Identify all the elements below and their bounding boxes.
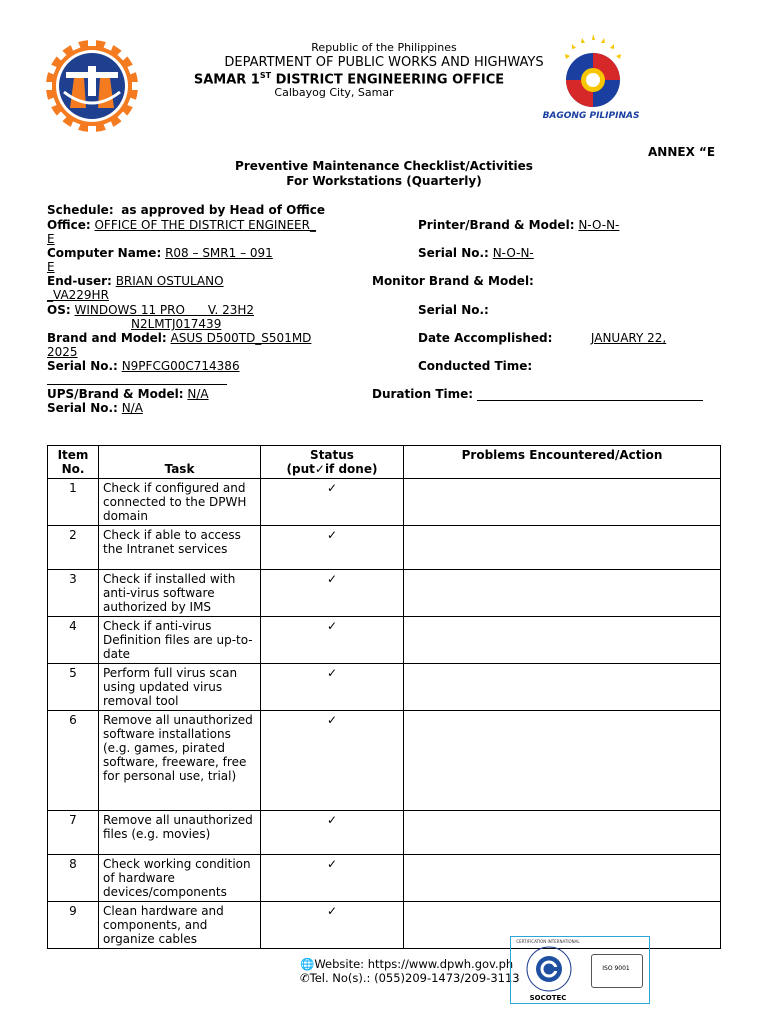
- printer-serial-value: N-O-N-: [492, 246, 534, 260]
- status-check-icon[interactable]: ✓: [261, 855, 404, 902]
- ups-serial-label: Serial No.:: [47, 401, 118, 415]
- checklist-title-line1: Preventive Maintenance Checklist/Activities: [235, 159, 533, 173]
- ups-serial-field: [47, 401, 319, 415]
- enduser-label: End-user:: [47, 274, 112, 288]
- item-header-line2: No.: [61, 462, 85, 476]
- table-row: [48, 570, 721, 617]
- table-header-row: [48, 446, 721, 479]
- item-no: 5: [48, 664, 99, 711]
- website-line: [300, 957, 513, 971]
- problems-cell[interactable]: [404, 570, 721, 617]
- tel-text: Tel. No(s).: (055)209-1473/209-3113: [309, 971, 520, 985]
- printer-label: Printer/Brand & Model:: [418, 218, 575, 232]
- ups-field: [47, 387, 315, 401]
- status-header-line1: Status: [310, 448, 354, 462]
- conducted-time-label: Conducted Time:: [418, 359, 533, 373]
- task-text: Remove all unauthorized files (e.g. movies): [99, 811, 261, 855]
- computer-name-cont: E: [47, 260, 55, 274]
- office-suffix: DISTRICT ENGINEERING OFFICE: [271, 72, 505, 88]
- table-row: [48, 479, 721, 526]
- monitor-label: Monitor Brand & Model:: [372, 274, 534, 288]
- status-header-line2: (put✓if done): [286, 462, 378, 476]
- printer-serial-field: [418, 246, 534, 260]
- checklist-title-line2: For Workstations (Quarterly): [286, 174, 482, 188]
- ups-value: N/A: [187, 387, 209, 401]
- task-text: Remove all unauthorized software installations (e.g. games, pirated software, freeware, free for personal use, trial): [99, 711, 261, 811]
- serial-field: [47, 359, 332, 373]
- office-label: Office:: [47, 218, 91, 232]
- task-text: Perform full virus scan using updated virus removal tool: [99, 664, 261, 711]
- table-row: [48, 664, 721, 711]
- enduser-cont: _VA229HR: [47, 288, 109, 302]
- item-no: 2: [48, 526, 99, 570]
- item-no-header: [48, 446, 99, 479]
- printer-serial-label: Serial No.:: [418, 246, 489, 260]
- item-no: 3: [48, 570, 99, 617]
- task-header: [99, 446, 261, 479]
- printer-field: [418, 218, 619, 232]
- status-check-icon[interactable]: ✓: [261, 526, 404, 570]
- task-text: Check working condition of hardware devices/components: [99, 855, 261, 902]
- socotec-logo: [517, 941, 581, 1001]
- computer-name-label: Computer Name:: [47, 246, 162, 260]
- brand-model-label: Brand and Model:: [47, 331, 167, 345]
- item-no: 1: [48, 479, 99, 526]
- status-check-icon[interactable]: ✓: [261, 479, 404, 526]
- brand-model-field: [47, 331, 343, 345]
- bagong-pilipinas-label: BAGONG PILIPINAS: [542, 111, 640, 121]
- task-text: Check if able to access the Intranet services: [99, 526, 261, 570]
- date-accomplished-value: JANUARY 22,: [590, 331, 667, 345]
- status-check-icon[interactable]: ✓: [261, 664, 404, 711]
- problems-cell[interactable]: [404, 811, 721, 855]
- office-superscript: ST: [259, 71, 272, 80]
- problems-cell[interactable]: [404, 855, 721, 902]
- table-row: [48, 617, 721, 664]
- table-row: [48, 711, 721, 811]
- task-text: Check if installed with anti-virus software authorized by IMS: [99, 570, 261, 617]
- republic-text: Republic of the Philippines: [311, 41, 457, 54]
- status-check-icon[interactable]: ✓: [261, 617, 404, 664]
- annex-label: ANNEX “E: [648, 145, 716, 159]
- problems-header-label: Problems Encountered/Action: [461, 448, 663, 462]
- office-field: [47, 218, 316, 232]
- socotec-label: SOCOTEC: [529, 994, 567, 1002]
- brand-model-cont: 2025: [47, 345, 78, 359]
- table-row: [48, 526, 721, 570]
- office-value: OFFICE OF THE DISTRICT ENGINEER_: [94, 218, 316, 232]
- computer-name-value: R08 – SMR1 – 091: [165, 246, 273, 260]
- table-row: [48, 811, 721, 855]
- iso-label: ISO 9001: [602, 965, 630, 972]
- office-prefix: SAMAR 1: [193, 72, 260, 88]
- status-check-icon[interactable]: ✓: [261, 902, 404, 949]
- item-no: 8: [48, 855, 99, 902]
- dpwh-logo: [44, 38, 140, 134]
- tel-line: [300, 971, 520, 985]
- item-no: 9: [48, 902, 99, 949]
- task-header-label: Task: [164, 462, 195, 476]
- task-text: Clean hardware and components, and organize cables: [99, 902, 261, 949]
- website-text[interactable]: Website: https://www.dpwh.gov.ph: [314, 957, 514, 971]
- globe-icon: 🌐: [300, 957, 315, 971]
- enduser-value: BRIAN OSTULANO: [115, 274, 224, 288]
- os-label: OS:: [47, 303, 71, 317]
- status-check-icon[interactable]: ✓: [261, 570, 404, 617]
- department-name: DEPARTMENT OF PUBLIC WORKS AND HIGHWAYS: [224, 55, 544, 70]
- date-accomplished-label: Date Accomplished:: [418, 331, 553, 345]
- os-value: WINDOWS 11 PRO V. 23H2: [74, 303, 255, 317]
- status-header: [261, 446, 404, 479]
- serial-underline: [47, 384, 227, 385]
- duration-time-label: Duration Time:: [372, 387, 474, 401]
- serial-label: Serial No.:: [47, 359, 118, 373]
- enduser-field: [47, 274, 321, 288]
- printer-value: N-O-N-: [578, 218, 620, 232]
- schedule-field: [47, 203, 325, 217]
- item-no: 4: [48, 617, 99, 664]
- table-row: [48, 855, 721, 902]
- cert-international-text: CERTIFICATION INTERNATIONAL: [516, 939, 580, 944]
- schedule-label: Schedule:: [47, 203, 114, 217]
- certification-box: [510, 936, 650, 1004]
- status-check-icon[interactable]: ✓: [261, 811, 404, 855]
- ups-serial-value: N/A: [121, 401, 143, 415]
- serial-value: N9PFCG00C714386: [121, 359, 240, 373]
- problems-cell[interactable]: [404, 711, 721, 811]
- os-field: [47, 303, 302, 317]
- task-text: Check if anti-virus Definition files are up-to-date: [99, 617, 261, 664]
- computer-name-field: [47, 246, 333, 260]
- os-cont: N2LMTJ017439: [131, 317, 222, 331]
- checklist-table: [47, 445, 721, 949]
- monitor-serial-label: Serial No.:: [418, 303, 489, 317]
- status-check-icon[interactable]: ✓: [261, 711, 404, 811]
- problems-cell[interactable]: [404, 479, 721, 526]
- item-header-line1: Item: [57, 448, 89, 462]
- item-no: 6: [48, 711, 99, 811]
- item-no: 7: [48, 811, 99, 855]
- office-value-cont: E: [47, 232, 55, 246]
- date-accomplished-field: [418, 331, 666, 345]
- problems-cell[interactable]: [404, 617, 721, 664]
- phone-icon: ✆: [300, 971, 310, 985]
- duration-time-field: [372, 387, 703, 401]
- brand-model-value: ASUS D500TD_S501MD: [170, 331, 312, 345]
- schedule-value: as approved by Head of Office: [121, 203, 325, 217]
- duration-time-blank: [477, 388, 703, 401]
- problems-cell[interactable]: [404, 664, 721, 711]
- task-text: Check if configured and connected to the DPWH domain: [99, 479, 261, 526]
- city-text: Calbayog City, Samar: [274, 86, 394, 99]
- office-name: [164, 71, 534, 87]
- problems-cell[interactable]: [404, 526, 721, 570]
- problems-header: [404, 446, 721, 479]
- ups-label: UPS/Brand & Model:: [47, 387, 184, 401]
- bagong-pilipinas-logo: [552, 34, 634, 112]
